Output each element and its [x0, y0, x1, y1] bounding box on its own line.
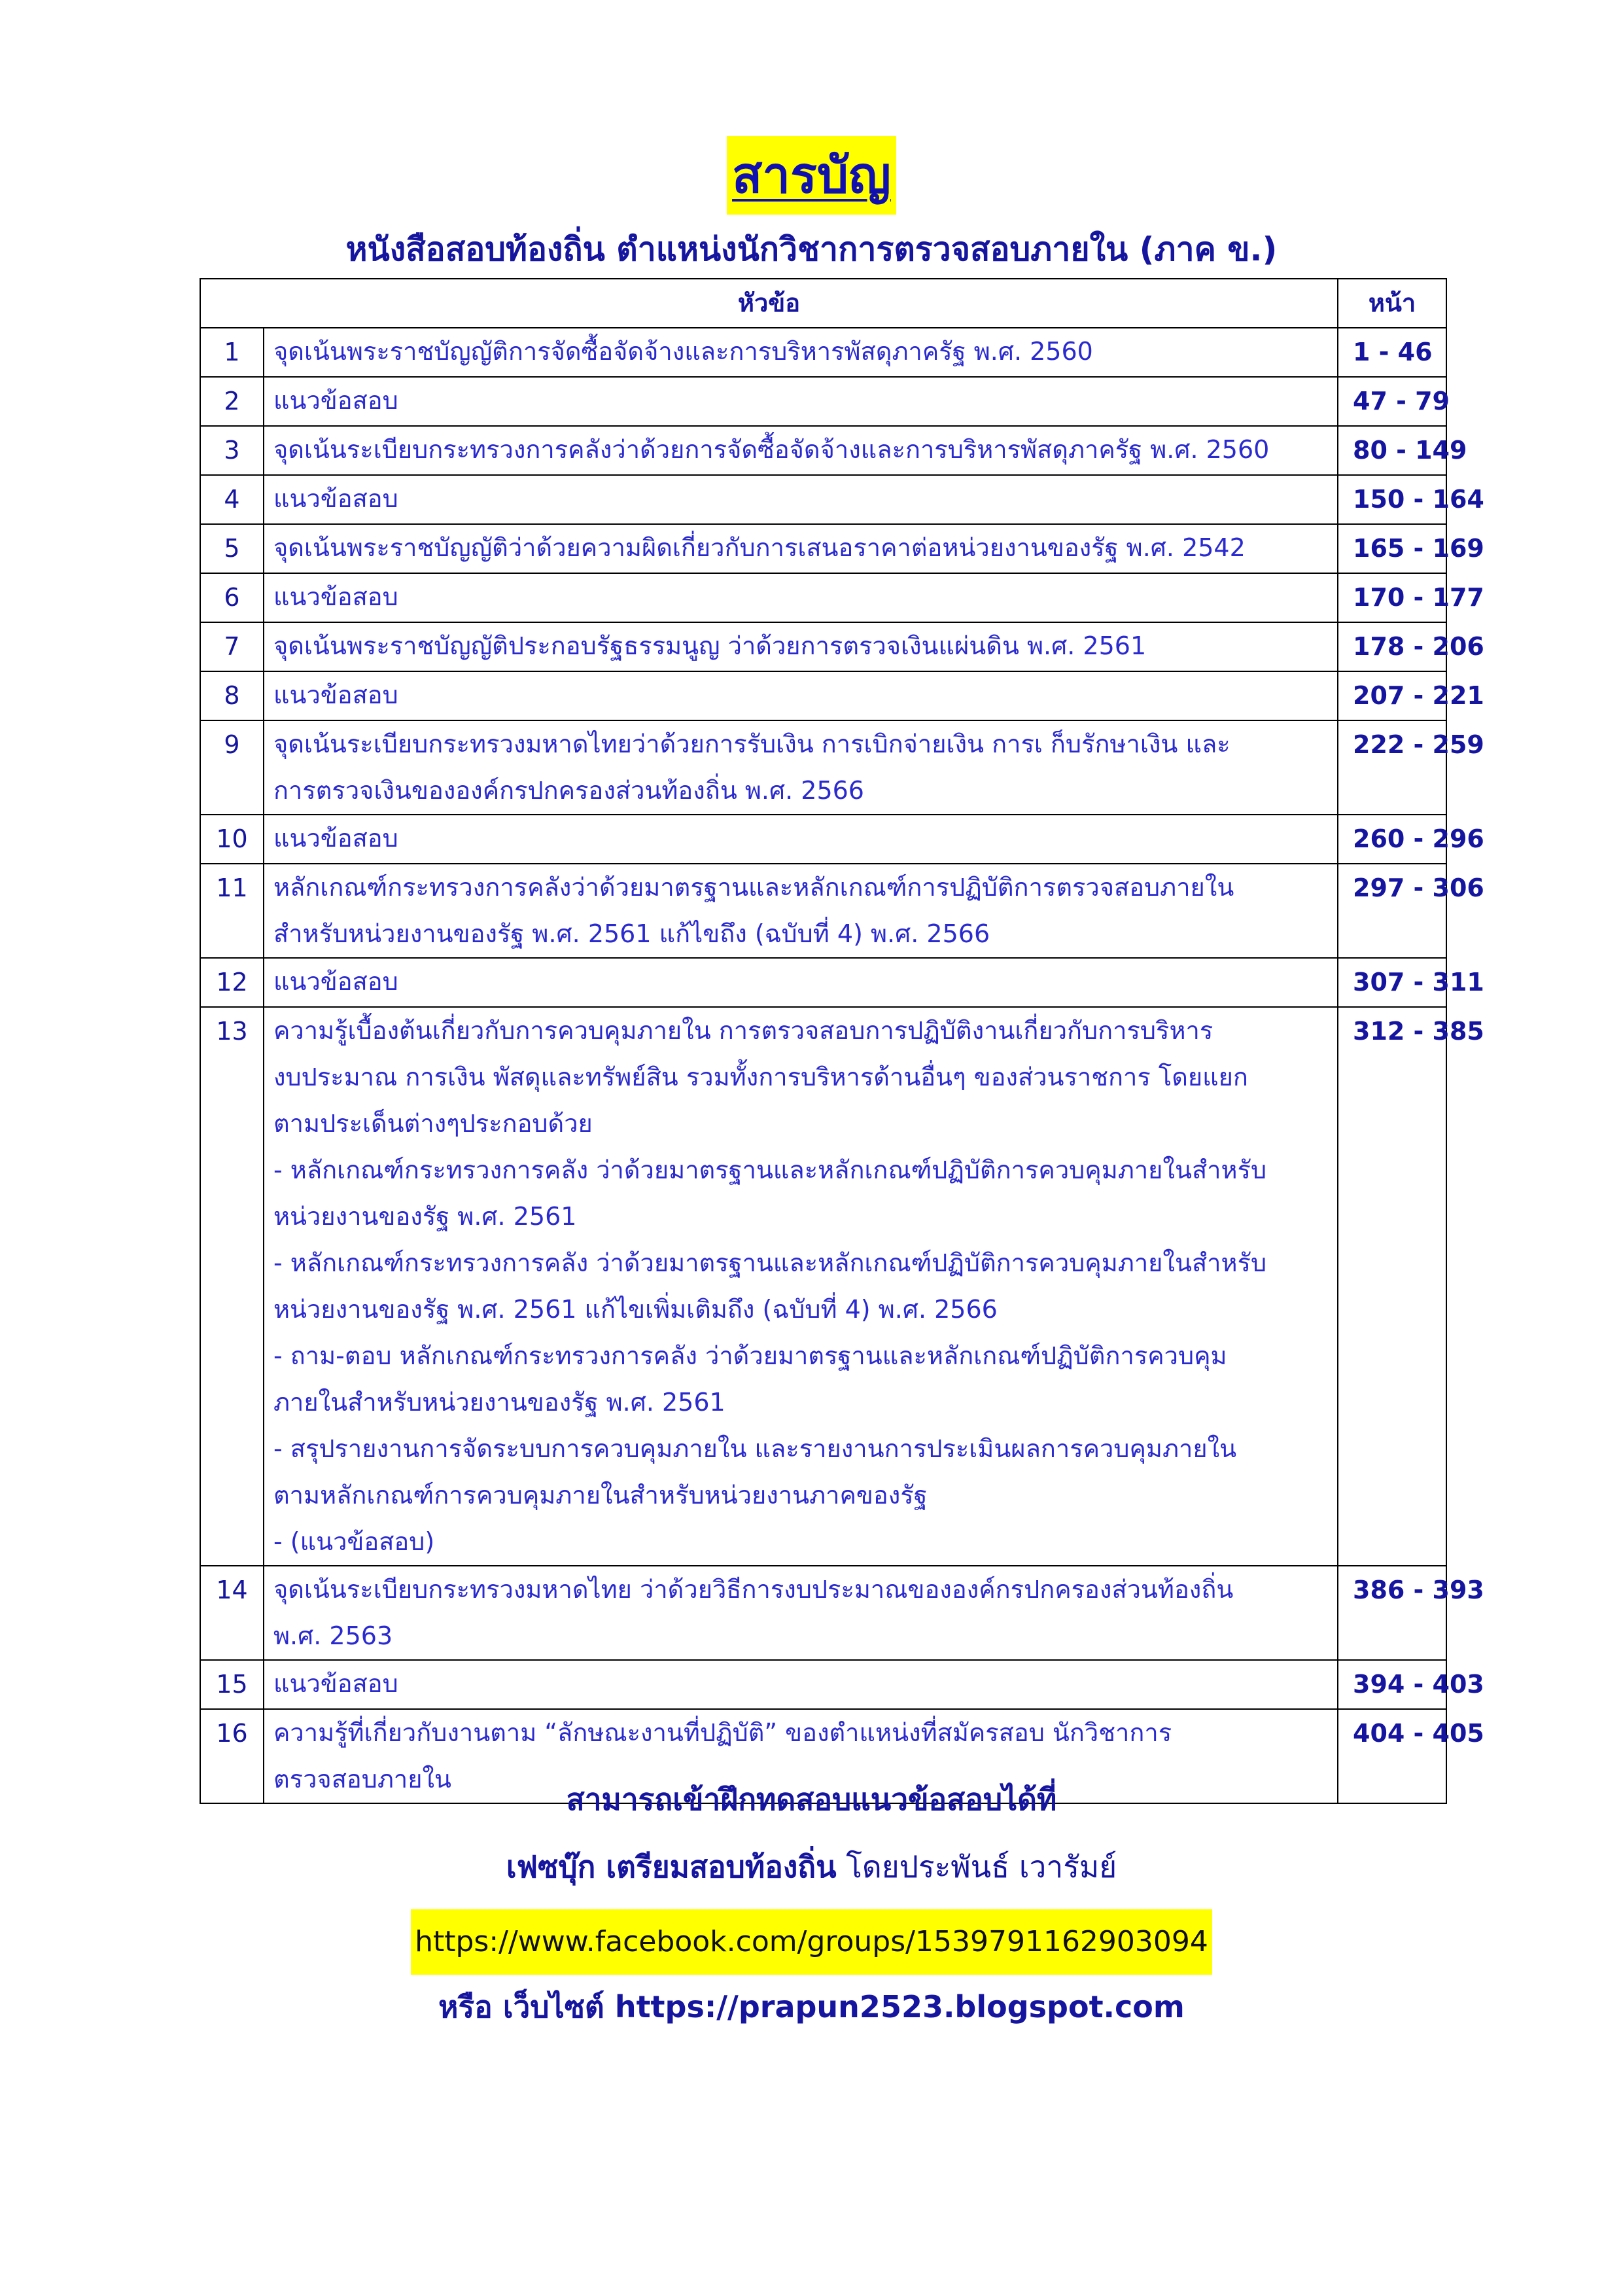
row-pages: 386 - 393: [1338, 1566, 1446, 1660]
topic-line: การตรวจเงินขององค์กรปกครองส่วนท้องถิ่น พ.ศ. 2566: [273, 776, 864, 805]
topic-line: สำหรับหน่วยงานของรัฐ พ.ศ. 2561 แก้ไขถึง (ฉบับที่ 4) พ.ศ. 2566: [273, 919, 990, 948]
table-row: [200, 426, 1446, 475]
table-row: [200, 475, 1446, 524]
topic-line: จุดเน้นพระราชบัญญัติว่าด้วยความผิดเกี่ยวกับการเสนอราคาต่อหน่วยงานของรัฐ พ.ศ. 2542: [273, 533, 1246, 562]
toc-table: [200, 278, 1484, 1804]
footer-facebook-line: [0, 1844, 1623, 1890]
row-topic: [264, 426, 1338, 475]
row-number: 1: [200, 328, 264, 377]
row-number: 2: [200, 377, 264, 426]
row-number: 4: [200, 475, 264, 524]
table-row: [200, 573, 1446, 622]
row-topic: [264, 573, 1338, 622]
row-pages: 404 - 405: [1338, 1709, 1446, 1803]
row-topic: [264, 328, 1338, 377]
topic-line: จุดเน้นระเบียบกระทรวงมหาดไทย ว่าด้วยวิธีการงบประมาณขององค์กรปกครองส่วนท้องถิ่น: [273, 1575, 1234, 1604]
toc-header-row: [200, 279, 1446, 328]
table-row: [200, 815, 1446, 864]
footer-author: โดยประพันธ์ เวารัมย์: [836, 1849, 1117, 1884]
page-subtitle: หนังสือสอบท้องถิ่น ตำแหน่งนักวิชาการตรวจสอบภายใน (ภาค ข.): [345, 230, 1278, 268]
topic-line: จุดเน้นพระราชบัญญัติประกอบรัฐธรรมนูญ ว่าด้วยการตรวจเงินแผ่นดิน พ.ศ. 2561: [273, 631, 1147, 660]
topic-line: แนวข้อสอบ: [273, 484, 398, 513]
topic-line: แนวข้อสอบ: [273, 582, 398, 611]
row-topic: [264, 864, 1338, 958]
row-topic: [264, 720, 1338, 815]
topic-line: - (แนวข้อสอบ): [273, 1527, 435, 1556]
topic-line: แนวข้อสอบ: [273, 1669, 398, 1698]
table-row: [200, 377, 1446, 426]
topic-line: หน่วยงานของรัฐ พ.ศ. 2561 แก้ไขเพิ่มเติมถึง (ฉบับที่ 4) พ.ศ. 2566: [273, 1295, 998, 1324]
facebook-group-link[interactable]: https://www.facebook.com/groups/1539791162903094: [411, 1909, 1212, 1975]
topic-line: จุดเน้นระเบียบกระทรวงการคลังว่าด้วยการจัดซื้อจัดจ้างและการบริหารพัสดุภาครัฐ พ.ศ. 2560: [273, 435, 1270, 464]
toc-header-topic: หัวข้อ: [200, 279, 1338, 328]
row-pages: 207 - 221: [1338, 671, 1446, 720]
topic-line: - หลักเกณฑ์กระทรวงการคลัง ว่าด้วยมาตรฐานและหลักเกณฑ์ปฏิบัติการควบคุมภายในสำหรับ: [273, 1156, 1267, 1184]
row-pages: 80 - 149: [1338, 426, 1446, 475]
table-row: [200, 1566, 1446, 1660]
row-topic: [264, 1660, 1338, 1709]
topic-line: - ถาม-ตอบ หลักเกณฑ์กระทรวงการคลัง ว่าด้วยมาตรฐานและหลักเกณฑ์ปฏิบัติการควบคุม: [273, 1341, 1227, 1370]
topic-line: ตรวจสอบภายใน: [273, 1765, 452, 1793]
table-row: [200, 1007, 1446, 1566]
row-pages: 1 - 46: [1338, 328, 1446, 377]
topic-line: ภายในสำหรับหน่วยงานของรัฐ พ.ศ. 2561: [273, 1388, 725, 1417]
topic-line: งบประมาณ การเงิน พัสดุและทรัพย์สิน รวมทั้งการบริหารด้านอื่นๆ ของส่วนราชการ โดยแยก: [273, 1063, 1248, 1091]
row-pages: 178 - 206: [1338, 622, 1446, 671]
topic-line: - หลักเกณฑ์กระทรวงการคลัง ว่าด้วยมาตรฐานและหลักเกณฑ์ปฏิบัติการควบคุมภายในสำหรับ: [273, 1248, 1267, 1277]
table-row: [200, 328, 1446, 377]
row-number: 13: [200, 1007, 264, 1566]
table-row: [200, 1660, 1446, 1709]
table-row: [200, 958, 1446, 1007]
footer-facebook-group-name: เฟซบุ๊ก เตรียมสอบท้องถิ่น: [506, 1849, 837, 1884]
table-row: [200, 622, 1446, 671]
row-topic: [264, 815, 1338, 864]
topic-line: แนวข้อสอบ: [273, 680, 398, 709]
row-pages: 222 - 259: [1338, 720, 1446, 815]
footer-website[interactable]: หรือ เว็บไซต์ https://prapun2523.blogspot.com: [438, 1989, 1185, 2024]
row-number: 6: [200, 573, 264, 622]
row-topic: [264, 1007, 1338, 1566]
row-number: 5: [200, 524, 264, 573]
row-pages: 260 - 296: [1338, 815, 1446, 864]
toc-body: [200, 328, 1484, 1803]
row-pages: 150 - 164: [1338, 475, 1446, 524]
row-topic: [264, 1566, 1338, 1660]
row-number: 11: [200, 864, 264, 958]
topic-line: หน่วยงานของรัฐ พ.ศ. 2561: [273, 1202, 577, 1231]
table-row: [200, 671, 1446, 720]
title-wrap: [0, 136, 1623, 215]
toc-header-page: หน้า: [1338, 279, 1446, 328]
topic-line: - สรุปรายงานการจัดระบบการควบคุมภายใน และรายงานการประเมินผลการควบคุมภายใน: [273, 1434, 1237, 1463]
row-pages: 312 - 385: [1338, 1007, 1446, 1566]
row-pages: 170 - 177: [1338, 573, 1446, 622]
row-topic: [264, 671, 1338, 720]
topic-line: พ.ศ. 2563: [273, 1621, 393, 1650]
row-number: 16: [200, 1709, 264, 1803]
table-row: [200, 864, 1446, 958]
topic-line: แนวข้อสอบ: [273, 967, 398, 996]
row-topic: [264, 377, 1338, 426]
row-topic: [264, 622, 1338, 671]
row-number: 12: [200, 958, 264, 1007]
topic-line: ตามหลักเกณฑ์การควบคุมภายในสำหรับหน่วยงานภาคของรัฐ: [273, 1481, 928, 1510]
row-number: 8: [200, 671, 264, 720]
topic-line: ความรู้ที่เกี่ยวกับงานตาม “ลักษณะงานที่ปฏิบัติ” ของตำแหน่งที่สมัครสอบ นักวิชาการ: [273, 1718, 1172, 1747]
row-topic: [264, 475, 1338, 524]
row-number: 9: [200, 720, 264, 815]
row-pages: 307 - 311: [1338, 958, 1446, 1007]
row-number: 3: [200, 426, 264, 475]
page-title: สารบัญ: [727, 136, 896, 215]
row-pages: 165 - 169: [1338, 524, 1446, 573]
row-topic: [264, 958, 1338, 1007]
topic-line: จุดเน้นระเบียบกระทรวงมหาดไทยว่าด้วยการรับเงิน การเบิกจ่ายเงิน การเ ก็บรักษาเงิน และ: [273, 730, 1230, 758]
topic-line: แนวข้อสอบ: [273, 824, 398, 853]
topic-line: แนวข้อสอบ: [273, 386, 398, 415]
footer-link-wrap: [0, 1909, 1623, 1975]
row-number: 7: [200, 622, 264, 671]
row-pages: 394 - 403: [1338, 1660, 1446, 1709]
table-row: [200, 524, 1446, 573]
topic-line: ตามประเด็นต่างๆประกอบด้วย: [273, 1109, 593, 1138]
row-topic: [264, 524, 1338, 573]
row-pages: 297 - 306: [1338, 864, 1446, 958]
footer-invite: สามารถเข้าฝึกทดสอบแนวข้อสอบได้ที่: [566, 1782, 1057, 1817]
topic-line: จุดเน้นพระราชบัญญัติการจัดซื้อจัดจ้างและการบริหารพัสดุภาครัฐ พ.ศ. 2560: [273, 337, 1093, 366]
row-number: 14: [200, 1566, 264, 1660]
row-number: 15: [200, 1660, 264, 1709]
topic-line: ความรู้เบื้องต้นเกี่ยวกับการควบคุมภายใน การตรวจสอบการปฏิบัติงานเกี่ยวกับการบริหาร: [273, 1016, 1213, 1045]
row-pages: 47 - 79: [1338, 377, 1446, 426]
table-row: [200, 720, 1446, 815]
topic-line: หลักเกณฑ์กระทรวงการคลังว่าด้วยมาตรฐานและหลักเกณฑ์การปฏิบัติการตรวจสอบภายใน: [273, 873, 1234, 902]
row-number: 10: [200, 815, 264, 864]
